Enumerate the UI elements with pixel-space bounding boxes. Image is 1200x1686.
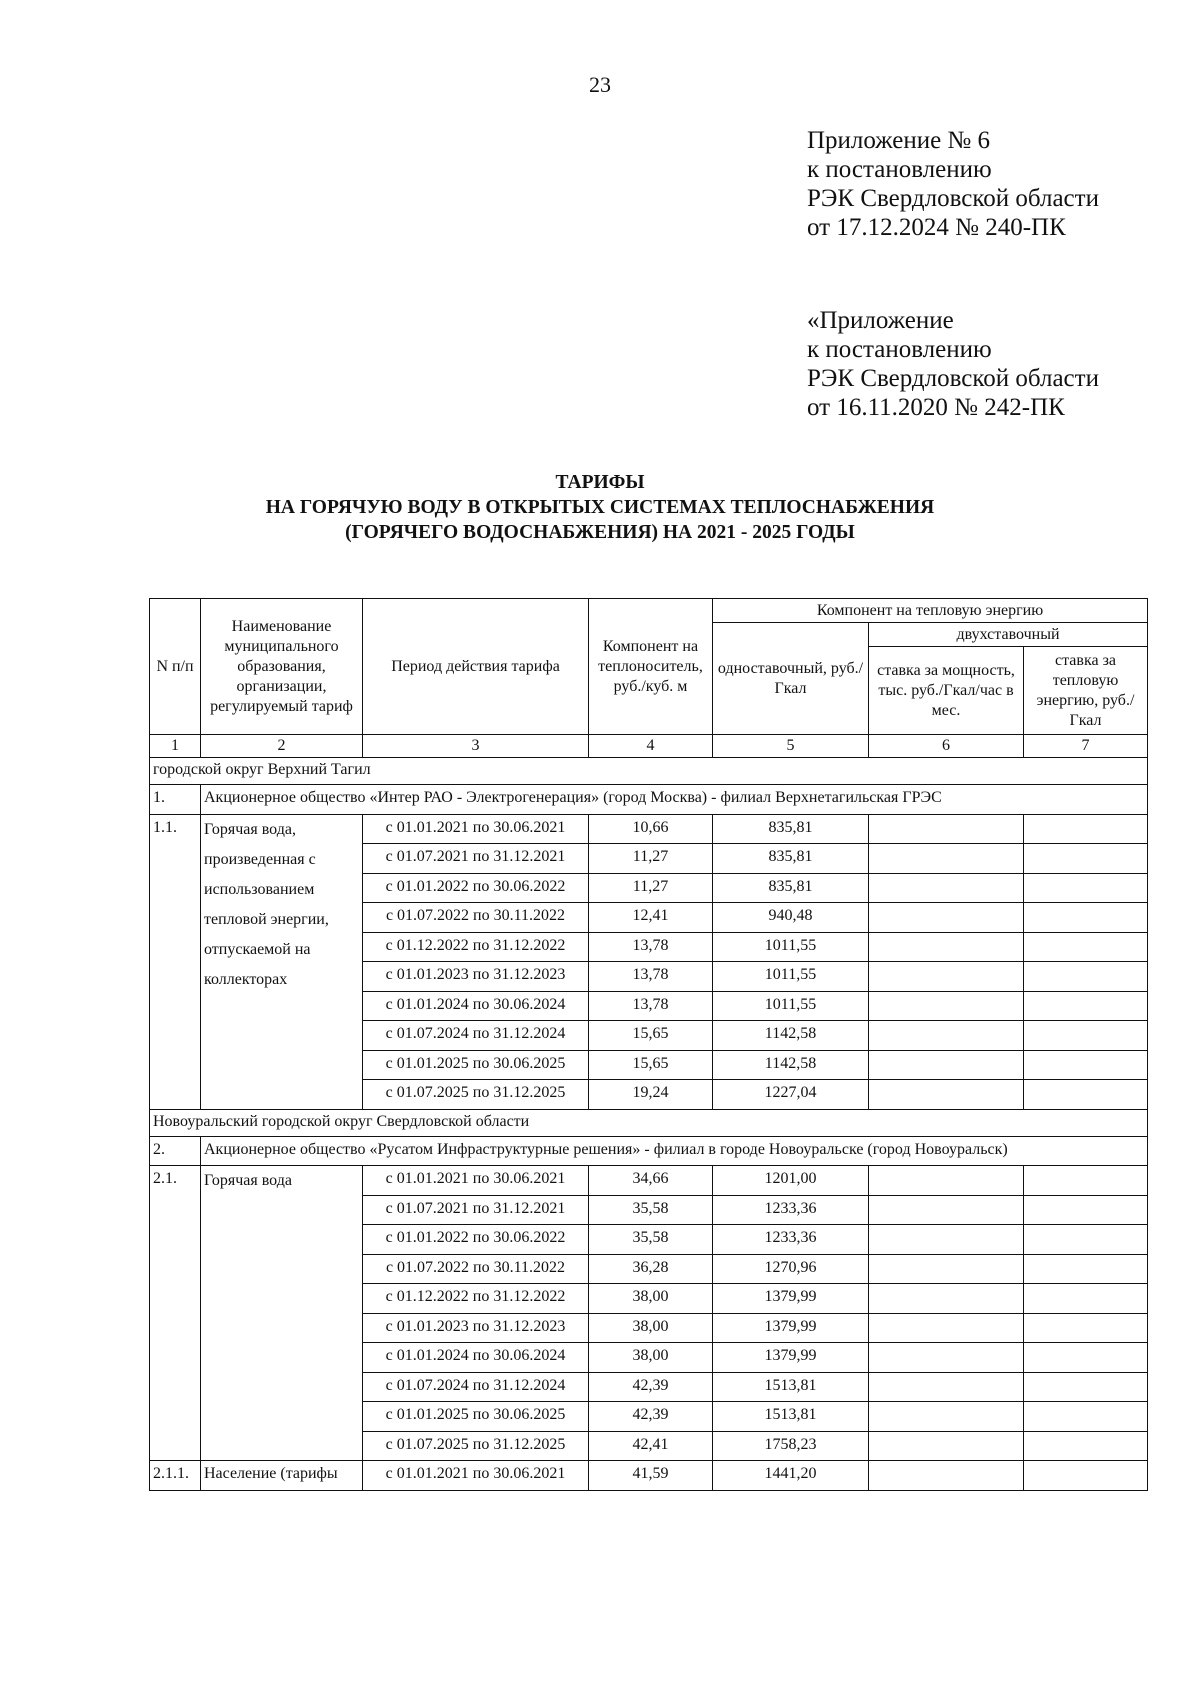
carrier-component: 36,28 (589, 1254, 713, 1284)
carrier-component: 11,27 (589, 873, 713, 903)
item-name: Горячая вода (201, 1166, 363, 1461)
tariff-period: с 01.01.2022 по 30.06.2022 (363, 1225, 589, 1255)
capacity-rate (869, 814, 1024, 844)
energy-rate (1024, 991, 1148, 1021)
carrier-component: 15,65 (589, 1050, 713, 1080)
energy-rate (1024, 1461, 1148, 1491)
carrier-component: 38,00 (589, 1343, 713, 1373)
carrier-component: 42,41 (589, 1431, 713, 1461)
carrier-component: 38,00 (589, 1313, 713, 1343)
capacity-rate (869, 1402, 1024, 1432)
energy-rate (1024, 1284, 1148, 1314)
appendix-line: РЭК Свердловской области (807, 185, 1099, 212)
energy-rate (1024, 1254, 1148, 1284)
energy-rate (1024, 1080, 1148, 1110)
energy-rate (1024, 1313, 1148, 1343)
single-rate: 1011,55 (713, 962, 869, 992)
single-rate: 940,48 (713, 903, 869, 933)
header-capacity-rate: ставка за мощность, тыс. руб./Гкал/час в мес. (869, 647, 1024, 735)
capacity-rate (869, 991, 1024, 1021)
header-two-part: двухставочный (869, 623, 1148, 647)
appendix-line: к постановлению (807, 336, 992, 363)
tariff-period: с 01.01.2023 по 31.12.2023 (363, 1313, 589, 1343)
tariff-period: с 01.12.2022 по 31.12.2022 (363, 932, 589, 962)
tariff-period: с 01.01.2023 по 31.12.2023 (363, 962, 589, 992)
capacity-rate (869, 873, 1024, 903)
appendix-line: РЭК Свердловской области (807, 365, 1099, 392)
tariff-period: с 01.01.2025 по 30.06.2025 (363, 1050, 589, 1080)
original-appendix-header (807, 306, 1099, 422)
single-rate: 1142,58 (713, 1050, 869, 1080)
energy-rate (1024, 932, 1148, 962)
appendix-line: «Приложение (807, 307, 954, 334)
column-number: 4 (589, 735, 713, 758)
carrier-component: 42,39 (589, 1372, 713, 1402)
capacity-rate (869, 844, 1024, 874)
capacity-rate (869, 1461, 1024, 1491)
energy-rate (1024, 1402, 1148, 1432)
capacity-rate (869, 1343, 1024, 1373)
item-number: 2.1. (150, 1166, 201, 1461)
capacity-rate (869, 1050, 1024, 1080)
energy-rate (1024, 1166, 1148, 1196)
tariff-period: с 01.01.2024 по 30.06.2024 (363, 991, 589, 1021)
energy-rate (1024, 814, 1148, 844)
organization-row (150, 785, 1148, 815)
header-carrier: Компонент на теплоноситель, руб./куб. м (589, 599, 713, 735)
header-single-rate: одноставочный, руб./Гкал (713, 623, 869, 735)
single-rate: 1011,55 (713, 991, 869, 1021)
column-number-row (150, 735, 1148, 758)
capacity-rate (869, 962, 1024, 992)
column-number: 6 (869, 735, 1024, 758)
tariff-period: с 01.01.2021 по 30.06.2021 (363, 1461, 589, 1491)
tariff-table (149, 598, 1148, 1491)
organization-name: Акционерное общество «Русатом Инфраструктурные решения» - филиал в городе Новоуральске (город Новоуральск) (201, 1136, 1148, 1166)
capacity-rate (869, 1225, 1024, 1255)
carrier-component: 38,00 (589, 1284, 713, 1314)
carrier-component: 42,39 (589, 1402, 713, 1432)
appendix-header (807, 126, 1099, 242)
energy-rate (1024, 1372, 1148, 1402)
capacity-rate (869, 1166, 1024, 1196)
single-rate: 1379,99 (713, 1284, 869, 1314)
tariff-period: с 01.07.2025 по 31.12.2025 (363, 1431, 589, 1461)
capacity-rate (869, 1195, 1024, 1225)
single-rate: 1513,81 (713, 1372, 869, 1402)
carrier-component: 13,78 (589, 962, 713, 992)
municipality-name: Новоуральский городской округ Свердловской области (150, 1109, 1148, 1136)
capacity-rate (869, 1021, 1024, 1051)
single-rate: 835,81 (713, 873, 869, 903)
carrier-component: 15,65 (589, 1021, 713, 1051)
energy-rate (1024, 1431, 1148, 1461)
energy-rate (1024, 962, 1148, 992)
carrier-component: 35,58 (589, 1195, 713, 1225)
column-number: 1 (150, 735, 201, 758)
single-rate: 1233,36 (713, 1225, 869, 1255)
tariff-period: с 01.07.2024 по 31.12.2024 (363, 1372, 589, 1402)
tariff-period: с 01.07.2021 по 31.12.2021 (363, 844, 589, 874)
appendix-line: от 16.11.2020 № 242-ПК (807, 394, 1065, 421)
organization-name: Акционерное общество «Интер РАО - Электрогенерация» (город Москва) - филиал Верхнетагильская ГРЭС (201, 785, 1148, 815)
carrier-component: 41,59 (589, 1461, 713, 1491)
column-number: 5 (713, 735, 869, 758)
header-name: Наименование муниципального образования, организации, регулируемый тариф (201, 599, 363, 735)
header-energy-rate: ставка за тепловую энергию, руб./Гкал (1024, 647, 1148, 735)
single-rate: 1379,99 (713, 1343, 869, 1373)
carrier-component: 19,24 (589, 1080, 713, 1110)
single-rate: 1379,99 (713, 1313, 869, 1343)
tariff-period: с 01.01.2025 по 30.06.2025 (363, 1402, 589, 1432)
organization-number: 1. (150, 785, 201, 815)
tariff-period: с 01.01.2022 по 30.06.2022 (363, 873, 589, 903)
tariff-period: с 01.07.2022 по 30.11.2022 (363, 1254, 589, 1284)
item-number: 1.1. (150, 814, 201, 1109)
tariff-period: с 01.07.2022 по 30.11.2022 (363, 903, 589, 933)
municipality-name: городской округ Верхний Тагил (150, 758, 1148, 785)
single-rate: 1233,36 (713, 1195, 869, 1225)
title-line: (ГОРЯЧЕГО ВОДОСНАБЖЕНИЯ) НА 2021 - 2025 ГОДЫ (345, 522, 855, 543)
tariff-period: с 01.01.2021 по 30.06.2021 (363, 1166, 589, 1196)
carrier-component: 13,78 (589, 991, 713, 1021)
column-number: 2 (201, 735, 363, 758)
carrier-component: 12,41 (589, 903, 713, 933)
appendix-line: к постановлению (807, 156, 992, 183)
single-rate: 1201,00 (713, 1166, 869, 1196)
carrier-component: 11,27 (589, 844, 713, 874)
energy-rate (1024, 1050, 1148, 1080)
document-title (0, 470, 1200, 545)
energy-rate (1024, 903, 1148, 933)
item-name: Горячая вода, произведенная с использованием тепловой энергии, отпускаемой на коллекторах (201, 814, 363, 1109)
single-rate: 835,81 (713, 844, 869, 874)
column-number: 7 (1024, 735, 1148, 758)
header-number: N п/п (150, 599, 201, 735)
title-line: НА ГОРЯЧУЮ ВОДУ В ОТКРЫТЫХ СИСТЕМАХ ТЕПЛОСНАБЖЕНИЯ (265, 497, 935, 518)
single-rate: 1758,23 (713, 1431, 869, 1461)
organization-row (150, 1136, 1148, 1166)
carrier-component: 13,78 (589, 932, 713, 962)
appendix-line: от 17.12.2024 № 240-ПК (807, 214, 1066, 241)
section-row (150, 758, 1148, 785)
energy-rate (1024, 844, 1148, 874)
capacity-rate (869, 1313, 1024, 1343)
header-period: Период действия тарифа (363, 599, 589, 735)
capacity-rate (869, 1254, 1024, 1284)
column-number: 3 (363, 735, 589, 758)
carrier-component: 35,58 (589, 1225, 713, 1255)
single-rate: 1513,81 (713, 1402, 869, 1432)
header-heat-component: Компонент на тепловую энергию (713, 599, 1148, 623)
section-row (150, 1109, 1148, 1136)
appendix-line: Приложение № 6 (807, 127, 991, 154)
capacity-rate (869, 1431, 1024, 1461)
capacity-rate (869, 1080, 1024, 1110)
table-row (150, 1166, 1148, 1196)
capacity-rate (869, 1372, 1024, 1402)
table-body (150, 758, 1148, 1491)
table-row (150, 814, 1148, 844)
energy-rate (1024, 1021, 1148, 1051)
energy-rate (1024, 1195, 1148, 1225)
subitem-row (150, 1461, 1148, 1491)
tariff-period: с 01.01.2021 по 30.06.2021 (363, 814, 589, 844)
single-rate: 835,81 (713, 814, 869, 844)
single-rate: 1227,04 (713, 1080, 869, 1110)
tariff-period: с 01.01.2024 по 30.06.2024 (363, 1343, 589, 1373)
energy-rate (1024, 1225, 1148, 1255)
capacity-rate (869, 903, 1024, 933)
single-rate: 1142,58 (713, 1021, 869, 1051)
subitem-number: 2.1.1. (150, 1461, 201, 1491)
capacity-rate (869, 932, 1024, 962)
tariff-period: с 01.12.2022 по 31.12.2022 (363, 1284, 589, 1314)
subitem-name: Население (тарифы (201, 1461, 363, 1491)
energy-rate (1024, 1343, 1148, 1373)
carrier-component: 10,66 (589, 814, 713, 844)
tariff-period: с 01.07.2025 по 31.12.2025 (363, 1080, 589, 1110)
organization-number: 2. (150, 1136, 201, 1166)
page-number: 23 (589, 72, 611, 97)
single-rate: 1011,55 (713, 932, 869, 962)
title-line: ТАРИФЫ (555, 472, 645, 493)
single-rate: 1441,20 (713, 1461, 869, 1491)
energy-rate (1024, 873, 1148, 903)
capacity-rate (869, 1284, 1024, 1314)
single-rate: 1270,96 (713, 1254, 869, 1284)
carrier-component: 34,66 (589, 1166, 713, 1196)
tariff-period: с 01.07.2024 по 31.12.2024 (363, 1021, 589, 1051)
tariff-period: с 01.07.2021 по 31.12.2021 (363, 1195, 589, 1225)
